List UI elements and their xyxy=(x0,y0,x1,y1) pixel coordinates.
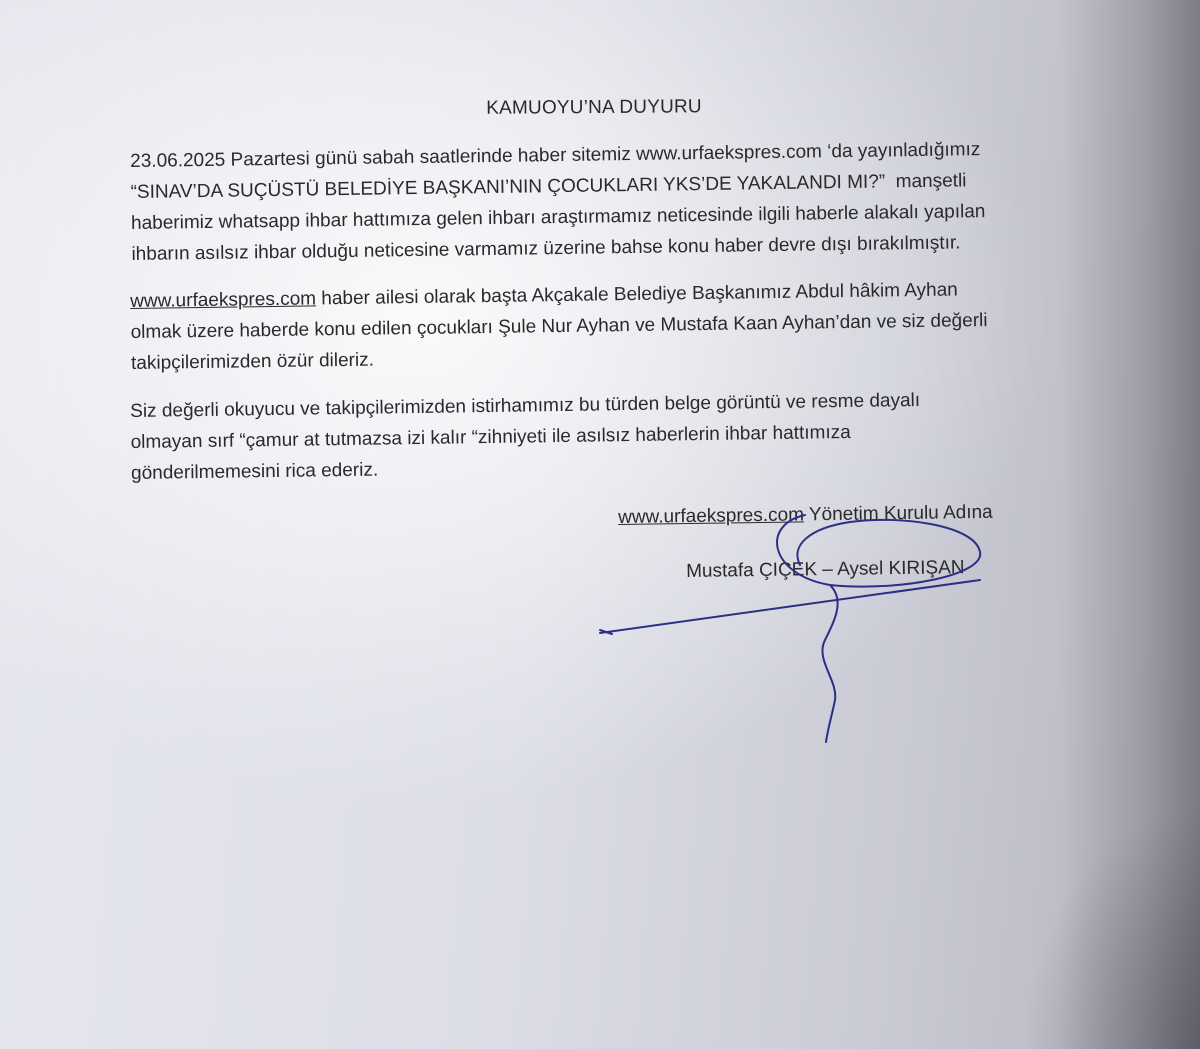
paragraph-3-line-1: Siz değerli okuyucu ve takipçilerimizden istirhamımız bu türden belge görüntü ve resme dayalı xyxy=(130,389,921,422)
website-link[interactable]: www.urfaekspres.com xyxy=(130,288,317,312)
signature-website-link[interactable]: www.urfaekspres.com xyxy=(618,504,805,528)
paragraph-3-line-3: gönderilmemesini rica ederiz. xyxy=(130,459,379,484)
paragraph-1 xyxy=(130,133,1067,270)
paragraph-3-line-2: olmayan sırf “çamur at tutmazsa izi kalır “zihniyeti ile asılsız haberlerin ihbar hattımıza xyxy=(130,421,851,453)
paragraph-1-line-3: haberimiz whatsapp ihbar hattımıza gelen ihbarı araştırmamız neticesinde ilgili haberle alakalı yapılan xyxy=(130,201,986,234)
signatory-names: Mustafa ÇIÇEK – Aysel KIRIŞAN xyxy=(686,557,965,582)
signature-org-text: Yönetim Kurulu Adına xyxy=(803,501,993,526)
signature-tick-stroke xyxy=(600,630,612,634)
headline-suffix: manşetli xyxy=(885,170,967,193)
signature-org-line xyxy=(618,502,993,529)
announcement-title: KAMUOYU’NA DUYURU xyxy=(486,96,702,119)
headline-quote: “SINAV’DA SUÇÜSTÜ BELEDİYE BAŞKANI’NIN ÇOCUKLARI YKS’DE YAKALANDI MI?” xyxy=(130,171,886,203)
paragraph-2-line-1-text: haber ailesi olarak başta Akçakale Belediye Başkanımız Abdul hâkim Ayhan xyxy=(315,279,958,310)
page-fold-shadow xyxy=(900,689,1200,1049)
paragraph-1-line-1: 23.06.2025 Pazartesi günü sabah saatlerinde haber sitemiz www.urfaekspres.com ‘da yayınladığımız xyxy=(130,139,981,172)
signature-descender-stroke xyxy=(822,585,837,742)
paragraph-1-line-4: ihbarın asılsız ihbar olduğu neticesine varmamız üzerine bahse konu haber devre dışı bırakılmıştır. xyxy=(131,232,961,265)
paragraph-2-line-3: takipçilerimizden özür dileriz. xyxy=(130,349,375,374)
signature-long-stroke xyxy=(600,580,980,633)
paragraph-3 xyxy=(130,383,1066,489)
paragraph-2 xyxy=(130,273,1066,379)
paragraph-2-line-2: olmak üzere haberde konu edilen çocukları Şule Nur Ayhan ve Mustafa Kaan Ayhan’dan ve siz değerli xyxy=(130,310,988,343)
